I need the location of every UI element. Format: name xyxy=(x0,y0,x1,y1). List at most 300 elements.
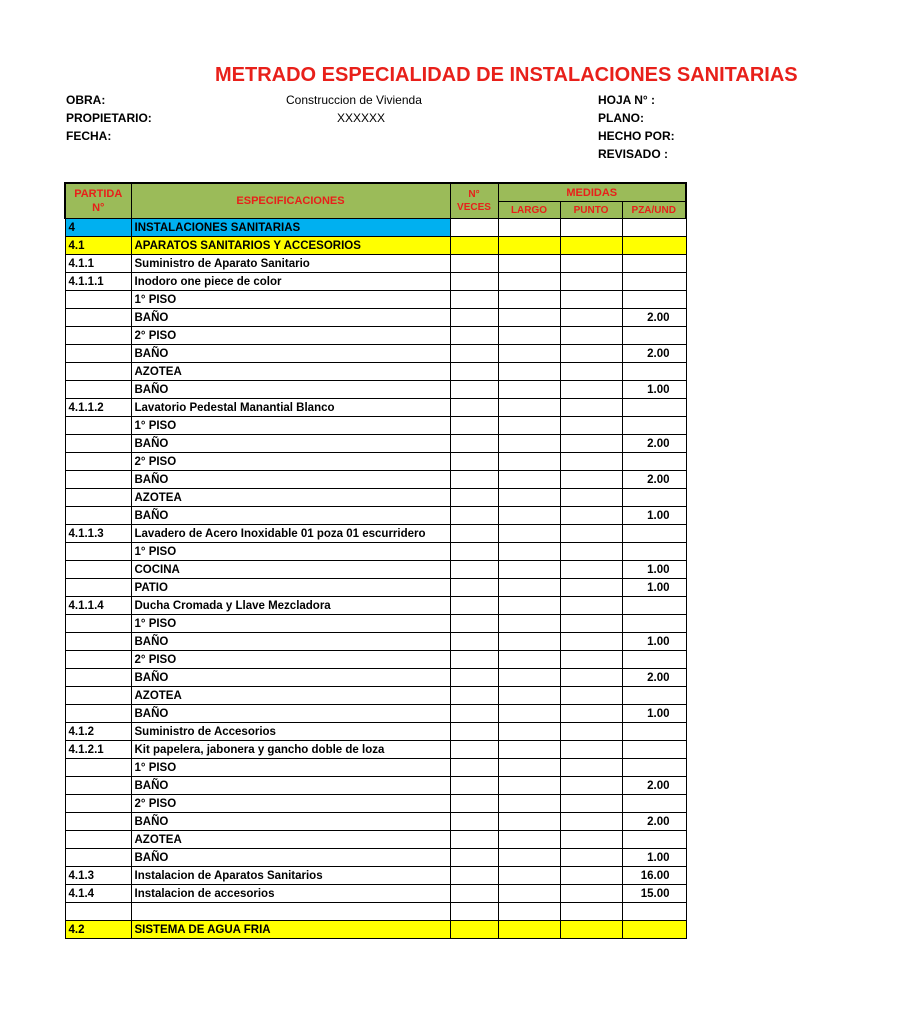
partida-cell[interactable]: 4.1.4 xyxy=(65,885,131,903)
table-row xyxy=(65,669,686,687)
pza-cell[interactable] xyxy=(622,525,686,543)
punto-cell[interactable] xyxy=(560,471,622,489)
largo-cell[interactable] xyxy=(498,489,560,507)
veces-cell[interactable] xyxy=(450,237,498,255)
table-row xyxy=(65,291,686,309)
table-row xyxy=(65,489,686,507)
punto-cell[interactable] xyxy=(560,831,622,849)
partida-cell[interactable] xyxy=(65,687,131,705)
pza-cell[interactable] xyxy=(622,597,686,615)
table-row xyxy=(65,327,686,345)
veces-cell[interactable] xyxy=(450,219,498,237)
col-largo-header: LARGO xyxy=(498,202,560,219)
punto-cell[interactable] xyxy=(560,813,622,831)
punto-cell[interactable] xyxy=(560,525,622,543)
pza-cell[interactable]: 1.00 xyxy=(622,579,686,597)
spec-cell[interactable]: Inodoro one piece de color xyxy=(131,273,450,291)
propietario-value: XXXXXX xyxy=(337,111,386,125)
largo-cell[interactable] xyxy=(498,633,560,651)
col-partida-header: PARTIDA N° xyxy=(65,183,131,219)
partida-cell[interactable] xyxy=(65,453,131,471)
veces-cell[interactable] xyxy=(450,795,498,813)
table-row xyxy=(65,381,686,399)
metrado-table xyxy=(64,182,687,939)
pza-cell[interactable] xyxy=(622,291,686,309)
partida-cell[interactable]: 4.1.1.2 xyxy=(65,399,131,417)
table-row xyxy=(65,219,686,237)
partida-cell[interactable]: 4.1.1.1 xyxy=(65,273,131,291)
partida-cell[interactable] xyxy=(65,831,131,849)
partida-cell[interactable]: 4.1 xyxy=(65,237,131,255)
table-row xyxy=(65,255,686,273)
spec-cell[interactable]: PATIO xyxy=(131,579,450,597)
spec-cell[interactable]: BAÑO xyxy=(131,507,450,525)
pza-cell[interactable]: 2.00 xyxy=(622,471,686,489)
punto-cell[interactable] xyxy=(560,795,622,813)
partida-cell[interactable] xyxy=(65,795,131,813)
largo-cell[interactable] xyxy=(498,507,560,525)
punto-cell[interactable] xyxy=(560,759,622,777)
partida-cell[interactable] xyxy=(65,435,131,453)
punto-cell[interactable] xyxy=(560,633,622,651)
pza-cell[interactable]: 1.00 xyxy=(622,633,686,651)
largo-cell[interactable] xyxy=(498,867,560,885)
table-row xyxy=(65,435,686,453)
table-row xyxy=(65,273,686,291)
veces-cell[interactable] xyxy=(450,669,498,687)
pza-cell[interactable]: 2.00 xyxy=(622,669,686,687)
spec-cell[interactable]: BAÑO xyxy=(131,669,450,687)
punto-cell[interactable] xyxy=(560,597,622,615)
partida-cell[interactable]: 4.1.1 xyxy=(65,255,131,273)
punto-cell[interactable] xyxy=(560,363,622,381)
table-row xyxy=(65,867,686,885)
pza-cell[interactable]: 2.00 xyxy=(622,309,686,327)
table-row xyxy=(65,705,686,723)
punto-cell[interactable] xyxy=(560,453,622,471)
veces-cell[interactable] xyxy=(450,273,498,291)
veces-cell[interactable] xyxy=(450,867,498,885)
largo-cell[interactable] xyxy=(498,399,560,417)
pza-cell[interactable] xyxy=(622,273,686,291)
largo-cell[interactable] xyxy=(498,759,560,777)
pza-cell[interactable] xyxy=(622,741,686,759)
table-row xyxy=(65,345,686,363)
spec-cell[interactable]: BAÑO xyxy=(131,309,450,327)
table-row xyxy=(65,741,686,759)
largo-cell[interactable] xyxy=(498,903,560,921)
table-row xyxy=(65,831,686,849)
pza-cell[interactable]: 2.00 xyxy=(622,345,686,363)
punto-cell[interactable] xyxy=(560,219,622,237)
largo-cell[interactable] xyxy=(498,417,560,435)
table-row xyxy=(65,759,686,777)
table-row xyxy=(65,633,686,651)
spec-cell[interactable]: 2° PISO xyxy=(131,795,450,813)
partida-cell[interactable] xyxy=(65,471,131,489)
partida-cell[interactable]: 4 xyxy=(65,219,131,237)
veces-cell[interactable] xyxy=(450,813,498,831)
punto-cell[interactable] xyxy=(560,723,622,741)
veces-cell[interactable] xyxy=(450,507,498,525)
partida-cell[interactable] xyxy=(65,363,131,381)
punto-cell[interactable] xyxy=(560,345,622,363)
partida-cell[interactable] xyxy=(65,705,131,723)
veces-cell[interactable] xyxy=(450,723,498,741)
veces-cell[interactable] xyxy=(450,561,498,579)
partida-cell[interactable]: 4.1.1.3 xyxy=(65,525,131,543)
obra-label: OBRA: xyxy=(66,93,106,107)
largo-cell[interactable] xyxy=(498,273,560,291)
spec-cell[interactable]: BAÑO xyxy=(131,435,450,453)
pza-cell[interactable] xyxy=(622,489,686,507)
partida-cell[interactable] xyxy=(65,759,131,777)
largo-cell[interactable] xyxy=(498,597,560,615)
punto-cell[interactable] xyxy=(560,921,622,939)
table-row xyxy=(65,687,686,705)
punto-cell[interactable] xyxy=(560,273,622,291)
col-veces-header: N° VECES xyxy=(450,183,498,219)
pza-cell[interactable] xyxy=(622,903,686,921)
largo-cell[interactable] xyxy=(498,723,560,741)
spec-cell[interactable]: Lavadero de Acero Inoxidable 01 poza 01 escurridero xyxy=(131,525,450,543)
spec-cell[interactable]: 1° PISO xyxy=(131,615,450,633)
pza-cell[interactable]: 15.00 xyxy=(622,885,686,903)
veces-cell[interactable] xyxy=(450,471,498,489)
largo-cell[interactable] xyxy=(498,525,560,543)
veces-cell[interactable] xyxy=(450,615,498,633)
punto-cell[interactable] xyxy=(560,777,622,795)
largo-cell[interactable] xyxy=(498,435,560,453)
punto-cell[interactable] xyxy=(560,903,622,921)
spec-cell[interactable]: BAÑO xyxy=(131,471,450,489)
pza-cell[interactable] xyxy=(622,399,686,417)
spec-cell[interactable]: AZOTEA xyxy=(131,363,450,381)
pza-cell[interactable]: 2.00 xyxy=(622,777,686,795)
punto-cell[interactable] xyxy=(560,741,622,759)
punto-cell[interactable] xyxy=(560,237,622,255)
spec-cell[interactable]: AZOTEA xyxy=(131,831,450,849)
pza-cell[interactable]: 16.00 xyxy=(622,867,686,885)
partida-cell[interactable] xyxy=(65,669,131,687)
table-row xyxy=(65,471,686,489)
partida-cell[interactable] xyxy=(65,633,131,651)
punto-cell[interactable] xyxy=(560,849,622,867)
largo-cell[interactable] xyxy=(498,615,560,633)
largo-cell[interactable] xyxy=(498,363,560,381)
propietario-label: PROPIETARIO: xyxy=(66,111,152,125)
veces-cell[interactable] xyxy=(450,435,498,453)
veces-cell[interactable] xyxy=(450,399,498,417)
table-row xyxy=(65,579,686,597)
partida-cell[interactable] xyxy=(65,345,131,363)
veces-cell[interactable] xyxy=(450,687,498,705)
partida-cell[interactable]: 4.1.2.1 xyxy=(65,741,131,759)
spec-cell[interactable]: Instalacion de Aparatos Sanitarios xyxy=(131,867,450,885)
veces-cell[interactable] xyxy=(450,381,498,399)
punto-cell[interactable] xyxy=(560,651,622,669)
spec-cell[interactable]: SISTEMA DE AGUA FRIA xyxy=(131,921,450,939)
veces-cell[interactable] xyxy=(450,453,498,471)
pza-cell[interactable]: 1.00 xyxy=(622,705,686,723)
pza-cell[interactable]: 1.00 xyxy=(622,507,686,525)
punto-cell[interactable] xyxy=(560,327,622,345)
table-row xyxy=(65,651,686,669)
veces-cell[interactable] xyxy=(450,597,498,615)
veces-cell[interactable] xyxy=(450,327,498,345)
table-row xyxy=(65,453,686,471)
pza-cell[interactable] xyxy=(622,723,686,741)
veces-cell[interactable] xyxy=(450,291,498,309)
partida-cell[interactable] xyxy=(65,327,131,345)
hoja-label: HOJA N° : xyxy=(598,93,656,107)
largo-cell[interactable] xyxy=(498,579,560,597)
table-row xyxy=(65,543,686,561)
pza-cell[interactable] xyxy=(622,237,686,255)
partida-cell[interactable] xyxy=(65,651,131,669)
largo-cell[interactable] xyxy=(498,237,560,255)
pza-cell[interactable] xyxy=(622,255,686,273)
hecho-por-label: HECHO POR: xyxy=(598,129,675,143)
veces-cell[interactable] xyxy=(450,921,498,939)
partida-cell[interactable] xyxy=(65,813,131,831)
largo-cell[interactable] xyxy=(498,327,560,345)
pza-cell[interactable] xyxy=(622,417,686,435)
spec-cell[interactable]: COCINA xyxy=(131,561,450,579)
partida-cell[interactable]: 4.1.3 xyxy=(65,867,131,885)
partida-cell[interactable]: 4.1.2 xyxy=(65,723,131,741)
spec-cell[interactable]: BAÑO xyxy=(131,633,450,651)
pza-cell[interactable] xyxy=(622,651,686,669)
spec-cell[interactable]: 1° PISO xyxy=(131,291,450,309)
largo-cell[interactable] xyxy=(498,471,560,489)
partida-cell[interactable] xyxy=(65,417,131,435)
punto-cell[interactable] xyxy=(560,705,622,723)
spec-cell[interactable]: Ducha Cromada y Llave Mezcladora xyxy=(131,597,450,615)
partida-cell[interactable] xyxy=(65,561,131,579)
pza-cell[interactable]: 1.00 xyxy=(622,381,686,399)
largo-cell[interactable] xyxy=(498,831,560,849)
table-row xyxy=(65,417,686,435)
pza-cell[interactable] xyxy=(622,219,686,237)
spec-cell[interactable]: APARATOS SANITARIOS Y ACCESORIOS xyxy=(131,237,450,255)
veces-cell[interactable] xyxy=(450,741,498,759)
veces-cell[interactable] xyxy=(450,849,498,867)
pza-cell[interactable] xyxy=(622,921,686,939)
punto-cell[interactable] xyxy=(560,291,622,309)
spec-cell[interactable]: BAÑO xyxy=(131,345,450,363)
largo-cell[interactable] xyxy=(498,309,560,327)
pza-cell[interactable] xyxy=(622,363,686,381)
spec-cell[interactable]: BAÑO xyxy=(131,705,450,723)
spec-cell[interactable] xyxy=(131,903,450,921)
spec-cell[interactable]: AZOTEA xyxy=(131,489,450,507)
punto-cell[interactable] xyxy=(560,507,622,525)
partida-cell[interactable] xyxy=(65,309,131,327)
veces-cell[interactable] xyxy=(450,705,498,723)
partida-cell[interactable] xyxy=(65,903,131,921)
pza-cell[interactable]: 2.00 xyxy=(622,813,686,831)
table-row xyxy=(65,813,686,831)
veces-cell[interactable] xyxy=(450,525,498,543)
table-row xyxy=(65,849,686,867)
largo-cell[interactable] xyxy=(498,705,560,723)
spec-cell[interactable]: 1° PISO xyxy=(131,543,450,561)
largo-cell[interactable] xyxy=(498,219,560,237)
largo-cell[interactable] xyxy=(498,651,560,669)
punto-cell[interactable] xyxy=(560,669,622,687)
table-row xyxy=(65,597,686,615)
partida-cell[interactable] xyxy=(65,579,131,597)
table-body xyxy=(65,219,686,939)
largo-cell[interactable] xyxy=(498,777,560,795)
table-row xyxy=(65,723,686,741)
partida-cell[interactable]: 4.2 xyxy=(65,921,131,939)
veces-cell[interactable] xyxy=(450,759,498,777)
largo-cell[interactable] xyxy=(498,795,560,813)
pza-cell[interactable] xyxy=(622,543,686,561)
veces-cell[interactable] xyxy=(450,345,498,363)
punto-cell[interactable] xyxy=(560,615,622,633)
partida-cell[interactable] xyxy=(65,489,131,507)
table-row xyxy=(65,507,686,525)
fecha-label: FECHA: xyxy=(66,129,112,143)
veces-cell[interactable] xyxy=(450,543,498,561)
punto-cell[interactable] xyxy=(560,687,622,705)
partida-cell[interactable] xyxy=(65,615,131,633)
table-row xyxy=(65,237,686,255)
veces-cell[interactable] xyxy=(450,363,498,381)
table-row xyxy=(65,777,686,795)
pza-cell[interactable] xyxy=(622,453,686,471)
veces-cell[interactable] xyxy=(450,885,498,903)
spec-cell[interactable]: BAÑO xyxy=(131,381,450,399)
spec-cell[interactable]: Kit papelera, jabonera y gancho doble de loza xyxy=(131,741,450,759)
punto-cell[interactable] xyxy=(560,885,622,903)
largo-cell[interactable] xyxy=(498,741,560,759)
spec-cell[interactable]: 2° PISO xyxy=(131,327,450,345)
table-row xyxy=(65,903,686,921)
punto-cell[interactable] xyxy=(560,489,622,507)
punto-cell[interactable] xyxy=(560,543,622,561)
largo-cell[interactable] xyxy=(498,885,560,903)
veces-cell[interactable] xyxy=(450,651,498,669)
largo-cell[interactable] xyxy=(498,381,560,399)
table-row xyxy=(65,309,686,327)
largo-cell[interactable] xyxy=(498,921,560,939)
veces-cell[interactable] xyxy=(450,777,498,795)
punto-cell[interactable] xyxy=(560,561,622,579)
largo-cell[interactable] xyxy=(498,669,560,687)
spec-cell[interactable]: 1° PISO xyxy=(131,417,450,435)
pza-cell[interactable]: 1.00 xyxy=(622,849,686,867)
veces-cell[interactable] xyxy=(450,255,498,273)
veces-cell[interactable] xyxy=(450,903,498,921)
spec-cell[interactable]: Suministro de Accesorios xyxy=(131,723,450,741)
table-row xyxy=(65,885,686,903)
col-punto-header: PUNTO xyxy=(560,202,622,219)
pza-cell[interactable] xyxy=(622,327,686,345)
table-row xyxy=(65,525,686,543)
veces-cell[interactable] xyxy=(450,489,498,507)
spec-cell[interactable]: BAÑO xyxy=(131,777,450,795)
spec-cell[interactable]: 1° PISO xyxy=(131,759,450,777)
largo-cell[interactable] xyxy=(498,687,560,705)
pza-cell[interactable] xyxy=(622,795,686,813)
punto-cell[interactable] xyxy=(560,381,622,399)
spec-cell[interactable]: Instalacion de accesorios xyxy=(131,885,450,903)
pza-cell[interactable] xyxy=(622,759,686,777)
col-medidas-header: MEDIDAS xyxy=(498,183,686,202)
largo-cell[interactable] xyxy=(498,849,560,867)
punto-cell[interactable] xyxy=(560,579,622,597)
table-row xyxy=(65,399,686,417)
pza-cell[interactable] xyxy=(622,687,686,705)
largo-cell[interactable] xyxy=(498,453,560,471)
col-pza-header: PZA/UND xyxy=(622,202,686,219)
plano-label: PLANO: xyxy=(598,111,644,125)
table-row xyxy=(65,561,686,579)
largo-cell[interactable] xyxy=(498,813,560,831)
veces-cell[interactable] xyxy=(450,579,498,597)
pza-cell[interactable]: 1.00 xyxy=(622,561,686,579)
partida-cell[interactable]: 4.1.1.4 xyxy=(65,597,131,615)
partida-cell[interactable] xyxy=(65,777,131,795)
page-title: METRADO ESPECIALIDAD DE INSTALACIONES SANITARIAS xyxy=(215,64,798,86)
largo-cell[interactable] xyxy=(498,291,560,309)
punto-cell[interactable] xyxy=(560,867,622,885)
veces-cell[interactable] xyxy=(450,309,498,327)
spec-cell[interactable]: Lavatorio Pedestal Manantial Blanco xyxy=(131,399,450,417)
spec-cell[interactable]: INSTALACIONES SANITARIAS xyxy=(131,219,450,237)
punto-cell[interactable] xyxy=(560,399,622,417)
spec-cell[interactable]: AZOTEA xyxy=(131,687,450,705)
spec-cell[interactable]: 2° PISO xyxy=(131,651,450,669)
spec-cell[interactable]: BAÑO xyxy=(131,813,450,831)
pza-cell[interactable]: 2.00 xyxy=(622,435,686,453)
partida-cell[interactable] xyxy=(65,849,131,867)
punto-cell[interactable] xyxy=(560,435,622,453)
partida-cell[interactable] xyxy=(65,381,131,399)
largo-cell[interactable] xyxy=(498,255,560,273)
pza-cell[interactable] xyxy=(622,831,686,849)
partida-cell[interactable] xyxy=(65,543,131,561)
largo-cell[interactable] xyxy=(498,543,560,561)
col-especificaciones-header: ESPECIFICACIONES xyxy=(131,183,450,219)
revisado-label: REVISADO : xyxy=(598,147,669,161)
largo-cell[interactable] xyxy=(498,345,560,363)
punto-cell[interactable] xyxy=(560,255,622,273)
veces-cell[interactable] xyxy=(450,831,498,849)
pza-cell[interactable] xyxy=(622,615,686,633)
veces-cell[interactable] xyxy=(450,417,498,435)
table-row xyxy=(65,363,686,381)
spec-cell[interactable]: 2° PISO xyxy=(131,453,450,471)
title-clip xyxy=(0,0,798,100)
punto-cell[interactable] xyxy=(560,309,622,327)
partida-cell[interactable] xyxy=(65,291,131,309)
table-row xyxy=(65,615,686,633)
partida-cell[interactable] xyxy=(65,507,131,525)
punto-cell[interactable] xyxy=(560,417,622,435)
veces-cell[interactable] xyxy=(450,633,498,651)
spec-cell[interactable]: Suministro de Aparato Sanitario xyxy=(131,255,450,273)
table-row xyxy=(65,921,686,939)
table-row xyxy=(65,795,686,813)
obra-value: Construccion de Vivienda xyxy=(286,93,422,107)
spec-cell[interactable]: BAÑO xyxy=(131,849,450,867)
largo-cell[interactable] xyxy=(498,561,560,579)
